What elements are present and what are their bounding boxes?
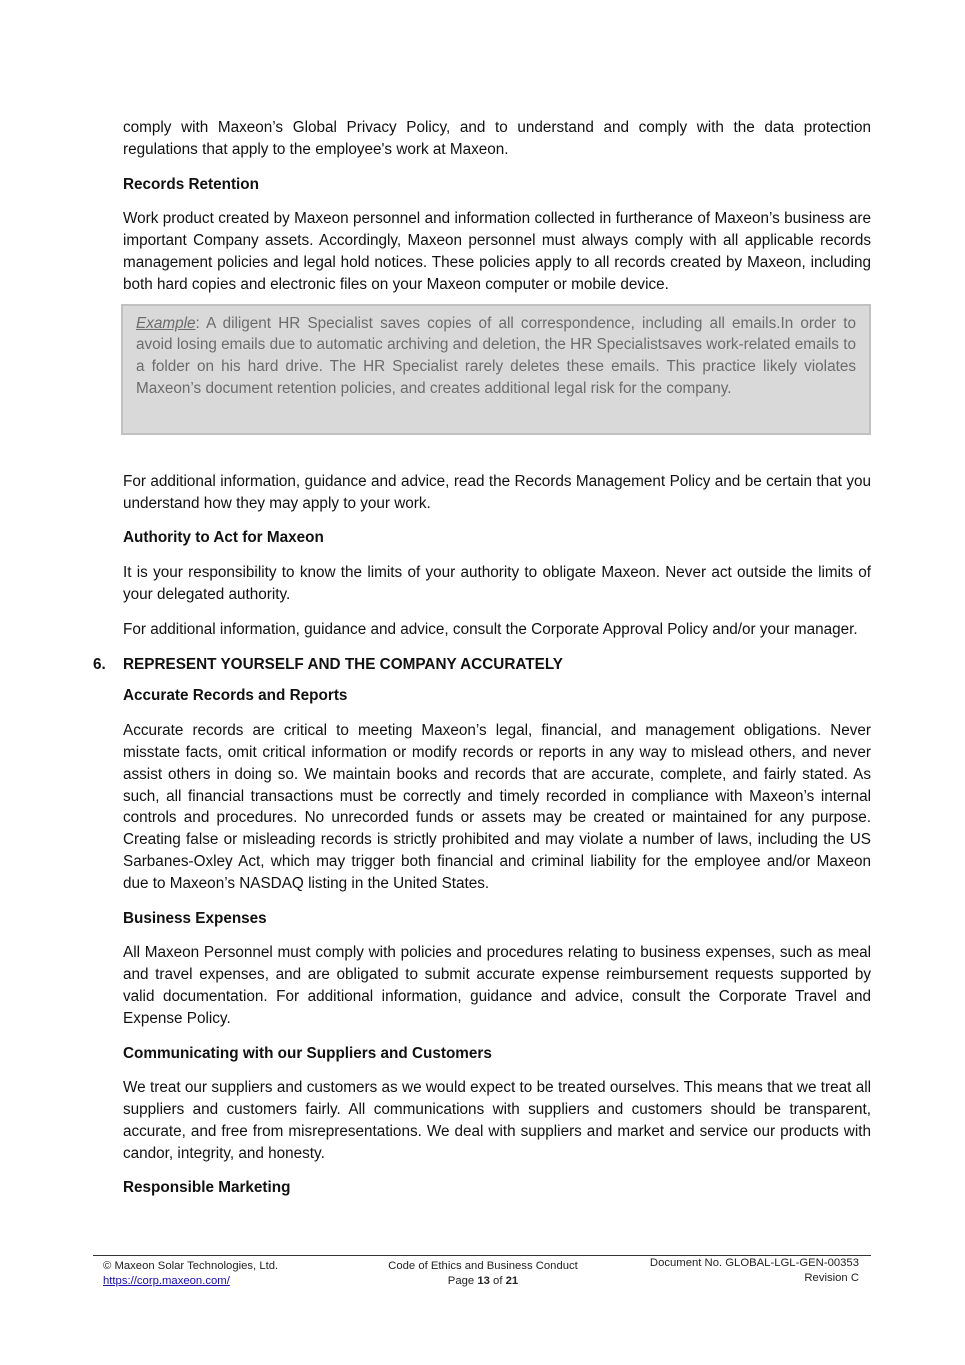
section-title: REPRESENT YOURSELF AND THE COMPANY ACCURATELY xyxy=(123,655,563,673)
footer-copyright: © Maxeon Solar Technologies, Ltd. xyxy=(103,1260,279,1272)
section-6-heading xyxy=(93,654,871,676)
intro-paragraph: comply with Maxeon’s Global Privacy Policy, and to understand and comply with the data protection regulations that apply to the employee's work at Maxeon. xyxy=(123,119,871,158)
authority-heading: Authority to Act for Maxeon xyxy=(123,529,324,547)
business-expenses-heading: Business Expenses xyxy=(123,909,267,927)
example-body: : A diligent HR Specialist saves copies of all correspondence, including all emails.In order to avoid losing emails due to automatic archiving and deletion, the HR Specialistsaves work-related emails to a folder on his hard drive. The HR Specialist rarely deletes these emails. This practice likely violates Maxeon’s document retention policies, and creates additional legal risk for the company. xyxy=(136,314,856,397)
communicating-heading: Communicating with our Suppliers and Customers xyxy=(123,1044,492,1062)
responsible-marketing-heading: Responsible Marketing xyxy=(123,1179,291,1197)
footer-center xyxy=(383,1259,583,1289)
business-expenses-paragraph: All Maxeon Personnel must comply with policies and procedures relating to business expenses, such as meal and travel expenses, and are obligated to submit accurate expense reimbursement requests supported by valid documentation. For additional information, guidance and advice, consult the Corporate Travel and Expense Policy. xyxy=(123,944,871,1027)
footer-website-link[interactable]: https://corp.maxeon.com/ xyxy=(103,1275,230,1287)
example-callout-box xyxy=(121,304,871,435)
footer-page-number xyxy=(383,1274,583,1289)
section-number: 6. xyxy=(93,655,106,673)
page-total: 21 xyxy=(505,1275,519,1287)
footer-revision: Revision C xyxy=(804,1272,859,1284)
footer-doc-number: Document No. GLOBAL-LGL-GEN-00353 xyxy=(649,1257,859,1269)
example-label: Example xyxy=(136,314,196,332)
footer-right xyxy=(650,1256,859,1286)
page-of: of xyxy=(489,1275,506,1287)
authority-guidance-paragraph: For additional information, guidance and advice, consult the Corporate Approval Policy and/or your manager. xyxy=(123,620,858,638)
communicating-paragraph: We treat our suppliers and customers as we would expect to be treated ourselves. This means that we treat all suppliers and customers fairly. All communications with suppliers and customers should be transparent, accurate, and free from misrepresentations. We deal with suppliers and market and service our products with candor, integrity, and honesty. xyxy=(123,1079,871,1162)
accurate-records-heading: Accurate Records and Reports xyxy=(123,687,348,705)
page-current: 13 xyxy=(477,1275,490,1287)
footer-doc-title: Code of Ethics and Business Conduct xyxy=(388,1260,578,1272)
page-content xyxy=(93,117,871,1212)
accurate-records-paragraph: Accurate records are critical to meeting Maxeon’s legal, financial, and management obligations. Never misstate facts, omit critical information or modify records or reports in any way to mislead others, and never assist others in doing so. We maintain books and records that are accurate, complete, and fairly stated. As such, all financial transactions must be correctly and timely recorded in compliance with Maxeon’s internal controls and procedures. No unrecorded funds or assets may be created or maintained for any purpose. Creating false or misleading records is strictly prohibited and may violate a number of laws, including the US Sarbanes-Oxley Act, which may trigger both financial and criminal liability for the employee and/or Maxeon due to Maxeon’s NASDAQ listing in the United States. xyxy=(123,722,871,892)
records-retention-paragraph: Work product created by Maxeon personnel and information collected in furtherance of Maxeon’s business are important Company assets. Accordingly, Maxeon personnel must always comply with all applicable records management policies and legal hold notices. These policies apply to all records created by Maxeon, including both hard copies and electronic files on your Maxeon computer or mobile device. xyxy=(123,210,871,293)
records-retention-heading: Records Retention xyxy=(123,175,259,193)
records-guidance-paragraph: For additional information, guidance and advice, read the Records Management Policy and be certain that you understand how they may apply to your work. xyxy=(123,472,871,512)
page-prefix: Page xyxy=(447,1275,478,1287)
footer-left xyxy=(103,1259,278,1289)
page-footer xyxy=(93,1255,871,1287)
authority-paragraph: It is your responsibility to know the limits of your authority to obligate Maxeon. Never act outside the limits of your delegated authority. xyxy=(123,564,871,603)
example-text xyxy=(136,313,856,400)
